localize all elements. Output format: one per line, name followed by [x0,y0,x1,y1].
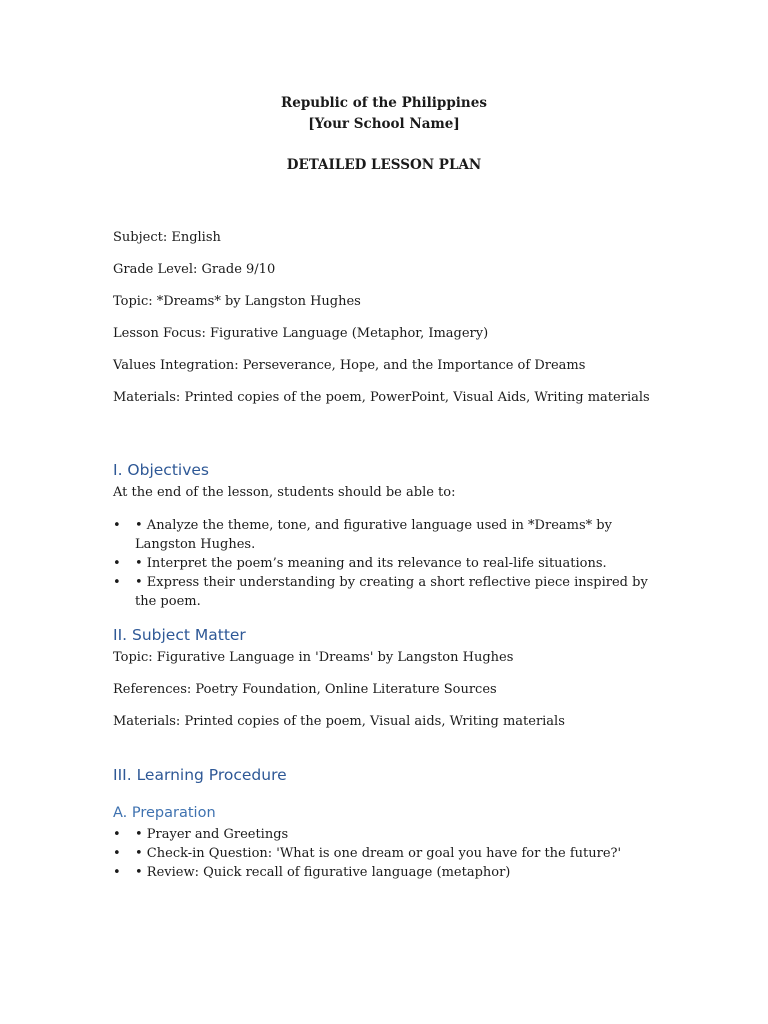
school-name-placeholder: [Your School Name] [308,116,460,132]
bullet-icon: • [113,865,121,880]
preparation-heading: A. Preparation [113,805,216,821]
preparation-text: • Prayer and Greetings [135,827,289,842]
objective-text: • Express their understanding by creating a short reflective piece inspired by the poem. [135,575,648,609]
bullet-icon: • [113,575,121,590]
info-materials: Materials: Printed copies of the poem, PowerPoint, Visual Aids, Writing materials [113,390,650,405]
subject-matter-materials: Materials: Printed copies of the poem, Visual aids, Writing materials [113,714,565,729]
bullet-icon: • [113,518,121,533]
info-lesson-focus: Lesson Focus: Figurative Language (Metaphor, Imagery) [113,326,489,341]
objective-item [113,573,673,611]
info-topic: Topic: *Dreams* by Langston Hughes [113,294,361,309]
info-subject: Subject: English [113,230,221,245]
info-grade-level: Grade Level: Grade 9/10 [113,262,276,277]
bullet-icon: • [113,827,121,842]
objective-item [113,554,673,573]
bullet-icon: • [113,846,121,861]
learning-procedure-heading: III. Learning Procedure [113,766,287,784]
objectives-heading: I. Objectives [113,461,209,479]
info-values-integration: Values Integration: Perseverance, Hope, and the Importance of Dreams [113,358,586,373]
objective-item [113,516,673,554]
objective-text: • Interpret the poem’s meaning and its relevance to real-life situations. [135,556,607,571]
objective-text: • Analyze the theme, tone, and figurative language used in *Dreams* by Langston Hughes. [135,518,612,552]
document-title: DETAILED LESSON PLAN [286,157,482,173]
preparation-item [113,863,673,882]
preparation-item [113,844,673,863]
objectives-intro: At the end of the lesson, students should be able to: [113,485,456,500]
preparation-text: • Check-in Question: 'What is one dream or goal you have for the future?' [135,846,622,861]
subject-matter-references: References: Poetry Foundation, Online Literature Sources [113,682,497,697]
subject-matter-topic: Topic: Figurative Language in 'Dreams' by Langston Hughes [113,650,514,665]
preparation-text: • Review: Quick recall of figurative language (metaphor) [135,865,511,880]
preparation-item [113,825,673,844]
subject-matter-heading: II. Subject Matter [113,626,246,644]
bullet-icon: • [113,556,121,571]
country-header: Republic of the Philippines [281,95,487,111]
